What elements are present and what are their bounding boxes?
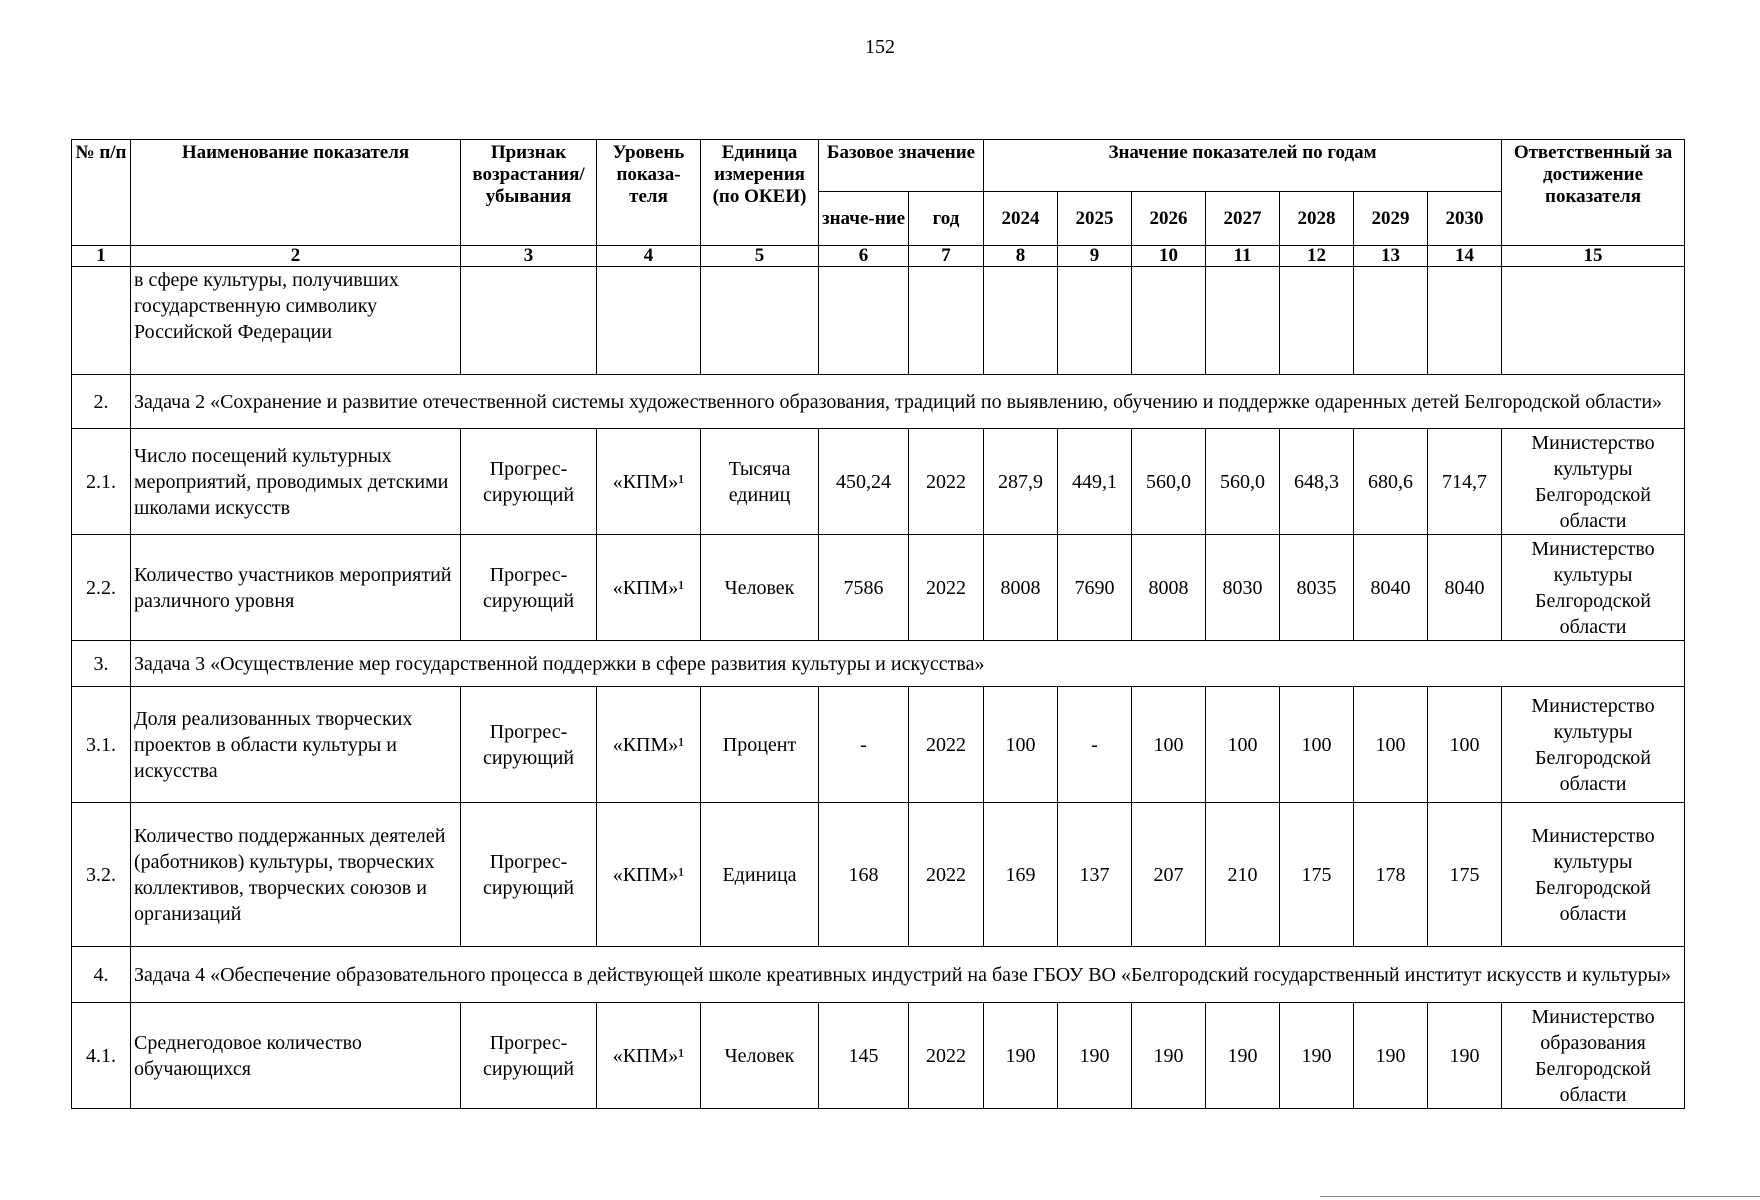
indicator-row <box>72 687 1685 803</box>
row-num: 2.1. <box>72 429 131 535</box>
indicator-name: Количество участников мероприятий различного уровня <box>131 535 461 641</box>
indicator-row <box>72 803 1685 947</box>
header-name: Наименование показателя <box>131 140 461 246</box>
year-value: 8008 <box>1132 535 1206 641</box>
indicator-unit: Человек <box>701 1003 819 1109</box>
header-year: 2030 <box>1428 192 1502 246</box>
col-number: 5 <box>701 246 819 267</box>
header-years-title: Значение показателей по годам <box>984 140 1502 192</box>
responsible: Министерство культуры Белгородской области <box>1502 535 1685 641</box>
row-num: 3.1. <box>72 687 131 803</box>
col-number: 3 <box>461 246 597 267</box>
row-num: 4.1. <box>72 1003 131 1109</box>
header-trend: Признак возрастания/ убывания <box>461 140 597 246</box>
year-value: - <box>1058 687 1132 803</box>
indicator-unit: Единица <box>701 803 819 947</box>
header-year: 2028 <box>1280 192 1354 246</box>
continuation-text: в сфере культуры, получивших государственную символику Российской Федерации <box>131 267 461 375</box>
col-number: 13 <box>1354 246 1428 267</box>
col-number: 2 <box>131 246 461 267</box>
indicators-table <box>71 139 1685 1109</box>
indicator-trend: Прогрес-сирующий <box>461 687 597 803</box>
row-num: 3.2. <box>72 803 131 947</box>
year-value: 714,7 <box>1428 429 1502 535</box>
year-value: 207 <box>1132 803 1206 947</box>
header-num: № п/п <box>72 140 131 246</box>
page-number: 152 <box>865 36 895 58</box>
year-value: 210 <box>1206 803 1280 947</box>
header-responsible: Ответственный за достижение показателя <box>1502 140 1685 246</box>
base-year: 2022 <box>909 535 984 641</box>
indicator-row <box>72 1003 1685 1109</box>
year-value: 190 <box>984 1003 1058 1109</box>
indicator-name: Число посещений культурных мероприятий, проводимых детскими школами искусств <box>131 429 461 535</box>
col-number: 11 <box>1206 246 1280 267</box>
indicator-name: Доля реализованных творческих проектов в области культуры и искусства <box>131 687 461 803</box>
continuation-row <box>72 267 1685 375</box>
indicator-unit: Человек <box>701 535 819 641</box>
year-value: 8008 <box>984 535 1058 641</box>
indicator-level: «КПМ»¹ <box>597 535 701 641</box>
indicator-trend: Прогрес-сирующий <box>461 429 597 535</box>
indicator-level: «КПМ»¹ <box>597 429 701 535</box>
year-value: 169 <box>984 803 1058 947</box>
header-base-value: значе-ние <box>819 192 909 246</box>
indicator-level: «КПМ»¹ <box>597 803 701 947</box>
header-base-year: год <box>909 192 984 246</box>
col-number: 12 <box>1280 246 1354 267</box>
year-value: 190 <box>1354 1003 1428 1109</box>
base-value: 7586 <box>819 535 909 641</box>
indicator-trend: Прогрес-сирующий <box>461 1003 597 1109</box>
header-year: 2026 <box>1132 192 1206 246</box>
year-value: 175 <box>1280 803 1354 947</box>
bottom-rule <box>1320 1196 1760 1197</box>
base-value: 168 <box>819 803 909 947</box>
task-row <box>72 375 1685 429</box>
header-year: 2029 <box>1354 192 1428 246</box>
col-number: 4 <box>597 246 701 267</box>
header-year: 2027 <box>1206 192 1280 246</box>
base-value: 145 <box>819 1003 909 1109</box>
responsible: Министерство культуры Белгородской области <box>1502 803 1685 947</box>
header-level: Уровень показа-теля <box>597 140 701 246</box>
task-text: Задача 3 «Осуществление мер государственной поддержки в сфере развития культуры и искусства» <box>131 641 1685 687</box>
task-text: Задача 2 «Сохранение и развитие отечественной системы художественного образования, традиций по выявлению, обучению и поддержке одаренных детей Белгородской области» <box>131 375 1685 429</box>
col-number: 6 <box>819 246 909 267</box>
year-value: 175 <box>1428 803 1502 947</box>
year-value: 680,6 <box>1354 429 1428 535</box>
year-value: 190 <box>1280 1003 1354 1109</box>
task-row <box>72 641 1685 687</box>
indicator-unit: Тысяча единиц <box>701 429 819 535</box>
responsible: Министерство культуры Белгородской области <box>1502 429 1685 535</box>
col-number: 7 <box>909 246 984 267</box>
responsible: Министерство культуры Белгородской области <box>1502 687 1685 803</box>
year-value: 190 <box>1132 1003 1206 1109</box>
col-number: 15 <box>1502 246 1685 267</box>
row-num: 2.2. <box>72 535 131 641</box>
indicator-trend: Прогрес-сирующий <box>461 803 597 947</box>
base-value: - <box>819 687 909 803</box>
year-value: 100 <box>1354 687 1428 803</box>
indicator-name: Количество поддержанных деятелей (работников) культуры, творческих коллективов, творческих союзов и организаций <box>131 803 461 947</box>
year-value: 190 <box>1428 1003 1502 1109</box>
base-year: 2022 <box>909 1003 984 1109</box>
base-value: 450,24 <box>819 429 909 535</box>
year-value: 648,3 <box>1280 429 1354 535</box>
year-value: 100 <box>984 687 1058 803</box>
year-value: 560,0 <box>1132 429 1206 535</box>
year-value: 190 <box>1058 1003 1132 1109</box>
year-value: 100 <box>1132 687 1206 803</box>
year-value: 8035 <box>1280 535 1354 641</box>
col-number: 14 <box>1428 246 1502 267</box>
column-number-row <box>72 246 1685 267</box>
indicator-row <box>72 429 1685 535</box>
col-number: 9 <box>1058 246 1132 267</box>
header-year: 2024 <box>984 192 1058 246</box>
indicator-name: Среднегодовое количество обучающихся <box>131 1003 461 1109</box>
year-value: 100 <box>1280 687 1354 803</box>
col-number: 8 <box>984 246 1058 267</box>
indicator-row <box>72 535 1685 641</box>
indicator-unit: Процент <box>701 687 819 803</box>
task-row <box>72 947 1685 1003</box>
task-text: Задача 4 «Обеспечение образовательного процесса в действующей школе креативных индустрий на базе ГБОУ ВО «Белгородский государственный институт искусств и культуры» <box>131 947 1685 1003</box>
indicator-trend: Прогрес-сирующий <box>461 535 597 641</box>
year-value: 449,1 <box>1058 429 1132 535</box>
indicator-level: «КПМ»¹ <box>597 1003 701 1109</box>
col-number: 10 <box>1132 246 1206 267</box>
year-value: 190 <box>1206 1003 1280 1109</box>
row-num: 3. <box>72 641 131 687</box>
responsible: Министерство образования Белгородской области <box>1502 1003 1685 1109</box>
year-value: 7690 <box>1058 535 1132 641</box>
year-value: 100 <box>1206 687 1280 803</box>
header-year: 2025 <box>1058 192 1132 246</box>
base-year: 2022 <box>909 429 984 535</box>
base-year: 2022 <box>909 687 984 803</box>
year-value: 287,9 <box>984 429 1058 535</box>
indicator-level: «КПМ»¹ <box>597 687 701 803</box>
header-base: Базовое значение <box>819 140 984 192</box>
year-value: 178 <box>1354 803 1428 947</box>
header-unit: Единица измерения (по ОКЕИ) <box>701 140 819 246</box>
year-value: 8030 <box>1206 535 1280 641</box>
year-value: 8040 <box>1354 535 1428 641</box>
year-value: 137 <box>1058 803 1132 947</box>
row-num: 2. <box>72 375 131 429</box>
row-num: 4. <box>72 947 131 1003</box>
year-value: 100 <box>1428 687 1502 803</box>
year-value: 8040 <box>1428 535 1502 641</box>
table-body <box>72 267 1685 1109</box>
year-value: 560,0 <box>1206 429 1280 535</box>
base-year: 2022 <box>909 803 984 947</box>
table-header <box>72 140 1685 267</box>
col-number: 1 <box>72 246 131 267</box>
